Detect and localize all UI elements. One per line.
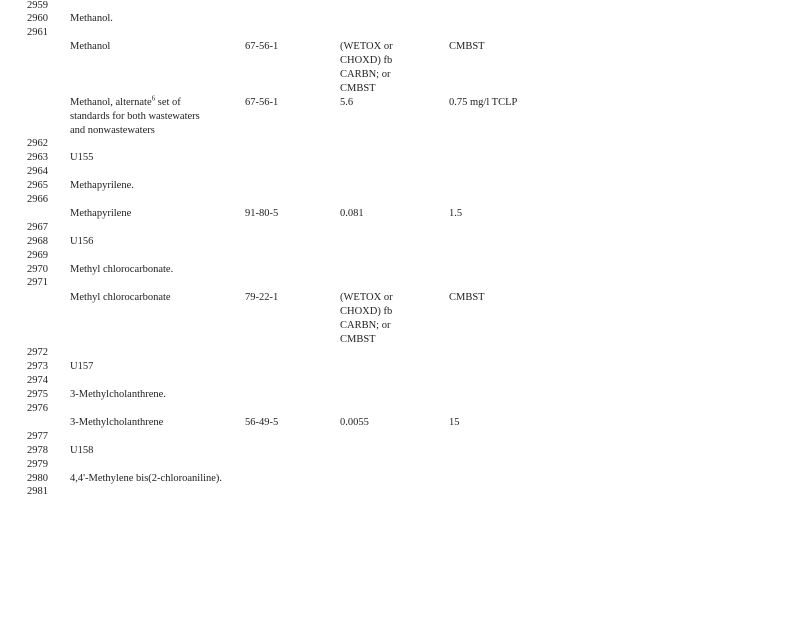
line-number: 2971	[27, 277, 48, 288]
line-number: 2964	[27, 166, 48, 177]
name-line: standards for both wastewaters	[70, 111, 200, 122]
line-number: 2965	[27, 180, 48, 191]
waste-heading-methylcholanthrene: 3-Methylcholanthrene.	[70, 389, 166, 400]
standard-line: CHOXD) fb	[340, 55, 393, 66]
waste-code: U158	[70, 445, 94, 456]
line-number: 2979	[27, 459, 48, 470]
constituent-name: Methanol	[70, 41, 111, 52]
cas-number: 91-80-5	[245, 208, 279, 219]
line-number: 2962	[27, 138, 48, 149]
wastewater-standard	[340, 40, 393, 96]
standard-line: CHOXD) fb	[340, 306, 393, 317]
waste-heading-methapyrilene: Methapyrilene.	[70, 180, 134, 191]
line-number: 2968	[27, 236, 48, 247]
waste-code: U155	[70, 152, 94, 163]
nonwastewater-standard: CMBST	[449, 41, 485, 52]
standard-line: (WETOX or	[340, 292, 393, 303]
line-number: 2970	[27, 264, 48, 275]
line-number: 2981	[27, 486, 48, 497]
standard-line: CARBN; or	[340, 69, 391, 80]
name-line: Methanol, alternate$^6$ set of	[70, 94, 181, 108]
wastewater-standard	[340, 291, 393, 347]
cas-number: 79-22-1	[245, 292, 279, 303]
constituent-name: Methapyrilene	[70, 208, 132, 219]
line-number: 2975	[27, 389, 48, 400]
waste-heading-methanol: Methanol.	[70, 13, 113, 24]
cas-number: 56-49-5	[245, 417, 279, 428]
cas-number: 67-56-1	[245, 41, 279, 52]
waste-heading-methyl-chlorocarbonate: Methyl chlorocarbonate.	[70, 264, 174, 275]
footnote-marker: 6	[151, 94, 156, 103]
line-number: 2980	[27, 473, 48, 484]
constituent-name: 3-Methylcholanthrene	[70, 417, 164, 428]
wastewater-standard: 0.081	[340, 208, 364, 219]
line-number: 2974	[27, 375, 48, 386]
line-number: 2959	[27, 0, 48, 11]
standard-line: CARBN; or	[340, 320, 391, 331]
nonwastewater-standard: CMBST	[449, 292, 485, 303]
nonwastewater-standard: 15	[449, 417, 460, 428]
waste-code: U156	[70, 236, 94, 247]
line-number: 2963	[27, 152, 48, 163]
standard-line: (WETOX or	[340, 41, 393, 52]
name-line: and nonwastewaters	[70, 125, 155, 136]
wastewater-standard: 5.6	[340, 97, 354, 108]
line-number: 2961	[27, 27, 48, 38]
line-number: 2978	[27, 445, 48, 456]
constituent-name	[70, 96, 200, 138]
line-number: 2976	[27, 403, 48, 414]
line-number: 2969	[27, 250, 48, 261]
nonwastewater-standard: 0.75 mg/l TCLP	[449, 97, 518, 108]
line-number: 2977	[27, 431, 48, 442]
standard-line: CMBST	[340, 83, 376, 94]
constituent-name: Methyl chlorocarbonate	[70, 292, 171, 303]
line-number: 2960	[27, 13, 48, 24]
wastewater-standard: 0.0055	[340, 417, 369, 428]
line-number: 2972	[27, 347, 48, 358]
line-number: 2966	[27, 194, 48, 205]
standard-line: CMBST	[340, 334, 376, 345]
cas-number: 67-56-1	[245, 97, 279, 108]
waste-heading-methylene-bis: 4,4'-Methylene bis(2-chloroaniline).	[70, 473, 223, 484]
line-number: 2973	[27, 361, 48, 372]
waste-code: U157	[70, 361, 94, 372]
nonwastewater-standard: 1.5	[449, 208, 463, 219]
line-number: 2967	[27, 222, 48, 233]
